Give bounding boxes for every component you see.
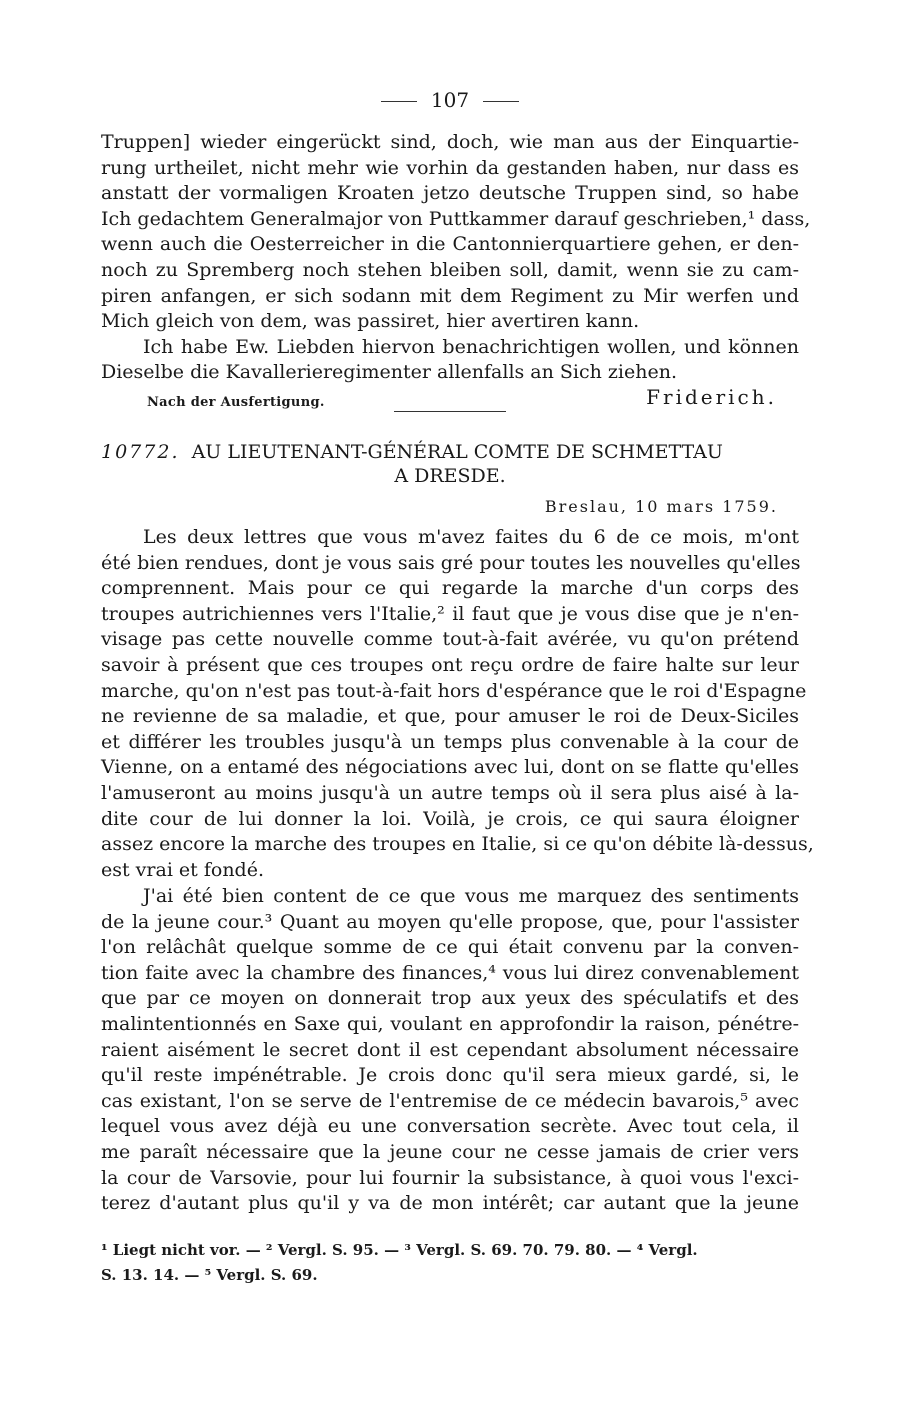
header-rule-right bbox=[483, 101, 519, 102]
text-line: la cour de Varsovie, pour lui fournir la subsistance, à quoi vous l'exci- bbox=[101, 1166, 799, 1189]
text-line: l'amuseront au moins jusqu'à un autre temps où il sera plus aisé à la- bbox=[101, 781, 799, 804]
letter-date: 10 mars 1759. bbox=[635, 497, 778, 516]
text-line: Ich gedachtem Generalmajor von Puttkammer darauf geschrieben,¹ dass, bbox=[101, 207, 811, 230]
header-rule-left bbox=[381, 101, 417, 102]
text-line: assez encore la marche des troupes en Italie, si ce qu'on débite là-dessus, bbox=[101, 833, 814, 856]
text-line: tion faite avec la chambre des finances,⁴ vous lui direz convenablement bbox=[101, 961, 799, 984]
page-number: 107 bbox=[430, 88, 470, 112]
text-line: comprennent. Mais pour ce qui regarde la marche d'un corps des bbox=[101, 577, 799, 600]
text-line: terez d'autant plus qu'il y va de mon intérêt; car autant que la jeune bbox=[101, 1192, 799, 1215]
text-line: me paraît nécessaire que la jeune cour ne cesse jamais de crier vers bbox=[101, 1140, 799, 1163]
text-line: raient aisément le secret dont il est cependant absolument nécessaire bbox=[101, 1038, 799, 1061]
text-line: piren anfangen, er sich sodann mit dem Regiment zu Mir werfen und bbox=[101, 284, 799, 307]
continuation-text bbox=[101, 130, 811, 386]
text-line: est vrai et fondé. bbox=[101, 858, 265, 881]
signature-rule bbox=[394, 411, 506, 412]
text-line: wenn auch die Oesterreicher in die Cantonnierquartiere gehen, er den- bbox=[101, 233, 799, 256]
text-line: et différer les troubles jusqu'à un temps plus convenable à la cour de bbox=[101, 730, 799, 753]
page-header bbox=[0, 88, 900, 112]
text-line: malintentionnés en Saxe qui, voulant en approfondir la raison, pénétre- bbox=[101, 1012, 799, 1035]
text-line: noch zu Spremberg noch stehen bleiben soll, damit, wenn sie zu cam- bbox=[101, 258, 799, 281]
letter-title-line2: A DRESDE. bbox=[394, 465, 506, 487]
text-line: dite cour de lui donner la loi. Voilà, je crois, ce qui saura éloigner bbox=[101, 807, 799, 830]
text-line: Vienne, on a entamé des négociations avec lui, dont on se flatte qu'elles bbox=[101, 756, 799, 779]
signature-name: Friderich. bbox=[646, 385, 777, 409]
source-note: Nach der Ausfertigung. bbox=[147, 395, 325, 410]
text-line: Truppen] wieder eingerückt sind, doch, wie man aus der Einquartie- bbox=[101, 131, 799, 153]
letter-title-line1: AU LIEUTENANT-GÉNÉRAL COMTE DE SCHMETTAU bbox=[191, 441, 723, 463]
text-line: qu'il reste impénétrable. Je crois donc qu'il sera mieux gardé, si, le bbox=[101, 1064, 799, 1087]
text-line: J'ai été bien content de ce que vous me marquez des sentiments bbox=[143, 885, 799, 907]
place-date bbox=[545, 497, 778, 516]
text-line: Les deux lettres que vous m'avez faites du 6 de ce mois, m'ont bbox=[143, 526, 799, 548]
footnotes bbox=[101, 1238, 799, 1288]
signature-block bbox=[101, 385, 799, 415]
letter-number: 10772. bbox=[101, 441, 180, 463]
text-line: ne revienne de sa maladie, et que, pour amuser le roi de Deux-Siciles bbox=[101, 705, 799, 728]
text-line: que par ce moyen on donnerait trop aux yeux des spéculatifs et des bbox=[101, 987, 799, 1010]
text-line: lequel vous avez déjà eu une conversation secrète. Avec tout cela, il bbox=[101, 1115, 799, 1138]
text-line: de la jeune cour.³ Quant au moyen qu'elle propose, que, pour l'assister bbox=[101, 910, 799, 933]
text-line: marche, qu'on n'est pas tout-à-fait hors d'espérance que le roi d'Espagne bbox=[101, 679, 807, 702]
letter-place: Breslau, bbox=[544, 497, 628, 516]
text-line: rung urtheilet, nicht mehr wie vorhin da gestanden haben, nur dass es bbox=[101, 156, 799, 179]
footnote-line: S. 13. 14. — ⁵ Vergl. S. 69. bbox=[101, 1266, 318, 1284]
text-line: l'on relâchât quelque somme de ce qui était convenu par la conven- bbox=[101, 936, 799, 959]
letter-paragraph-1 bbox=[101, 525, 814, 883]
letter-paragraph-2 bbox=[101, 884, 799, 1217]
footnote-line: ¹ Liegt nicht vor. — ² Vergl. S. 95. — ³ Vergl. S. 69. 70. 79. 80. — ⁴ Vergl. bbox=[101, 1241, 698, 1259]
text-line: savoir à présent que ces troupes ont reçu ordre de faire halte sur leur bbox=[101, 653, 799, 676]
text-line: Dieselbe die Kavallerieregimenter allenfalls an Sich ziehen. bbox=[101, 361, 678, 384]
text-line: Ich habe Ew. Liebden hiervon benachrichtigen wollen, und können bbox=[143, 335, 799, 358]
letter-heading bbox=[101, 440, 799, 488]
text-line: Mich gleich von dem, was passiret, hier avertiren kann. bbox=[101, 310, 640, 333]
text-line: anstatt der vormaligen Kroaten jetzo deutsche Truppen sind, so habe bbox=[101, 182, 799, 205]
text-line: troupes autrichiennes vers l'Italie,² il faut que je vous dise que je n'en- bbox=[101, 602, 799, 625]
text-line: été bien rendues, dont je vous sais gré pour toutes les nouvelles qu'elles bbox=[101, 551, 801, 574]
text-line: cas existant, l'on se serve de l'entremise de ce médecin bavarois,⁵ avec bbox=[101, 1089, 799, 1112]
text-line: visage pas cette nouvelle comme tout-à-fait avérée, vu qu'on prétend bbox=[101, 628, 799, 651]
